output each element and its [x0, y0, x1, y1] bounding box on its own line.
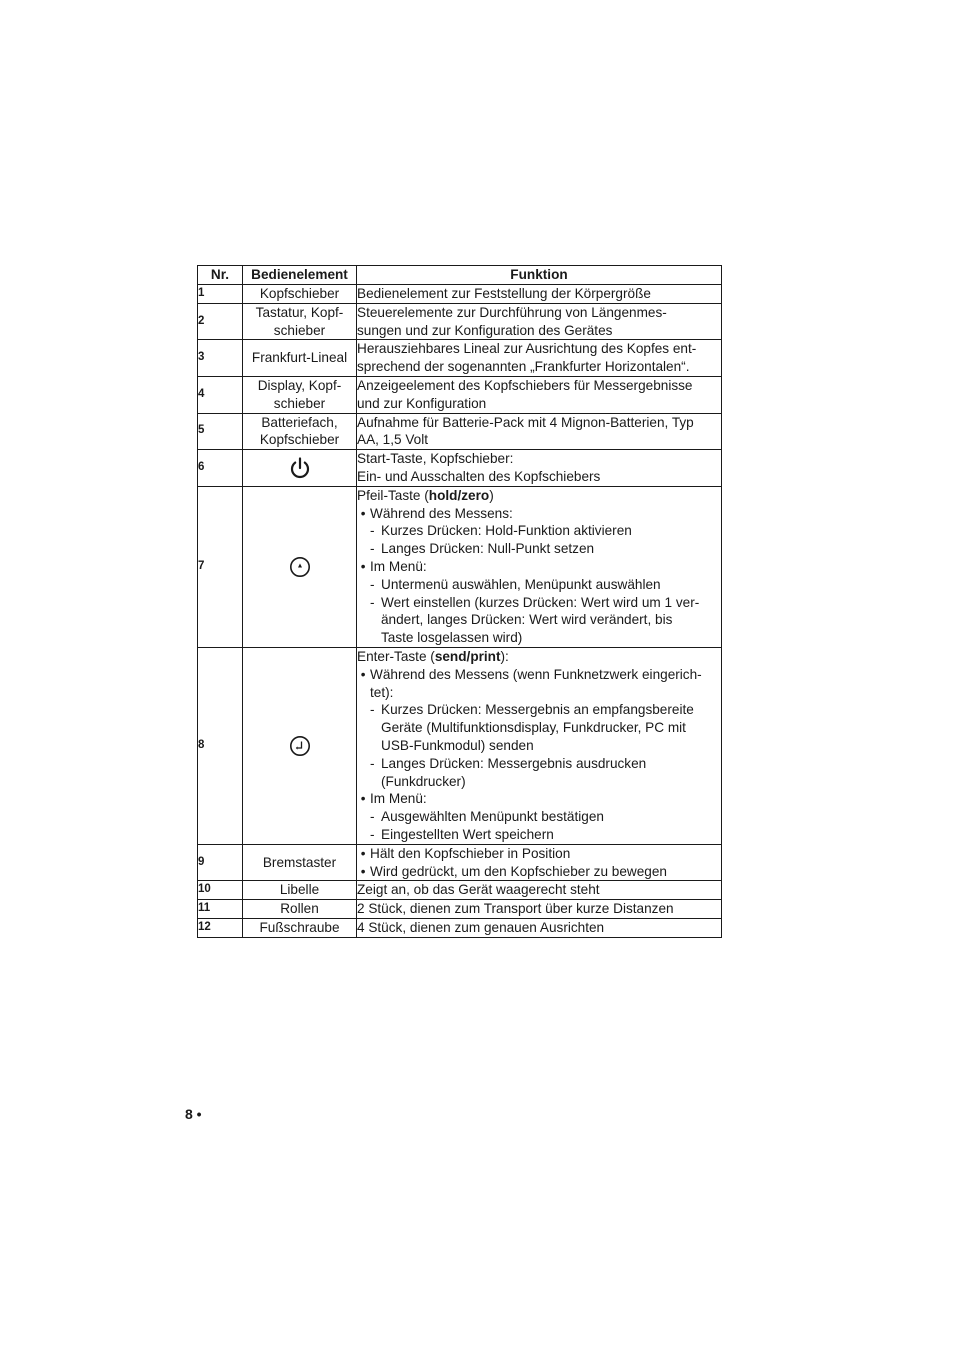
row-element	[243, 285, 357, 304]
row-element	[243, 413, 357, 450]
row-element	[243, 900, 357, 919]
header-nr: Nr.	[198, 266, 243, 285]
row-element	[243, 881, 357, 900]
table-header-row	[198, 266, 722, 285]
row-number: 5	[198, 413, 243, 450]
table-row	[198, 340, 722, 377]
row-element	[243, 303, 357, 340]
dash-text: Langes Drücken: Messergebnis ausdrucken	[381, 755, 647, 771]
table-row	[198, 450, 722, 487]
row-number: 6	[198, 450, 243, 487]
bullet-text: Hält den Kopfschieber in Position	[370, 845, 571, 861]
dash-text-continued: Taste losgelassen wird)	[381, 630, 523, 646]
row-function	[357, 303, 722, 340]
bullet-item: • Im Menü:	[357, 791, 427, 807]
element-text: schieber	[273, 395, 326, 411]
table-row	[198, 376, 722, 413]
title-bold-text: hold/zero	[428, 487, 490, 503]
function-text: Zeigt an, ob das Gerät waagerecht steht	[357, 882, 600, 898]
arrow-up-button-icon	[289, 556, 311, 578]
element-text: Tastatur, Kopf-	[255, 304, 344, 320]
function-text: und zur Konfiguration	[357, 395, 487, 411]
table-row	[198, 900, 722, 919]
dash-item: - Kurzes Drücken: Hold-Funktion aktivieren	[370, 523, 632, 539]
row-element	[243, 486, 357, 647]
controls-table	[197, 265, 722, 938]
row-number: 2	[198, 303, 243, 340]
row-number: 9	[198, 844, 243, 881]
function-text: Start-Taste, Kopfschieber:	[357, 451, 514, 467]
title-text: )	[489, 487, 494, 503]
dash-text: Kurzes Drücken: Hold-Funktion aktivieren	[381, 523, 632, 539]
function-text: Ein- und Ausschalten des Kopfschiebers	[357, 468, 601, 484]
function-text: sprechend der sogenannten „Frankfurter Horizontalen“.	[357, 359, 690, 375]
element-text: Libelle	[279, 882, 320, 898]
dash-item: - Langes Drücken: Null-Punkt setzen	[370, 541, 595, 557]
function-text: 4 Stück, dienen zum genauen Ausrichten	[357, 919, 605, 935]
row-function	[357, 450, 722, 487]
table-row	[198, 413, 722, 450]
dash-text: Ausgewählten Menüpunkt bestätigen	[381, 809, 604, 825]
function-text: Bedienelement zur Feststellung der Körpergröße	[357, 286, 651, 301]
table-row	[198, 647, 722, 844]
dash-text: Untermenü auswählen, Menüpunkt auswählen	[381, 576, 661, 592]
bullet-text: Im Menü:	[370, 791, 427, 807]
table-row	[198, 486, 722, 647]
header-element: Bedienelement	[243, 266, 357, 285]
power-icon	[289, 456, 311, 480]
function-title	[357, 487, 721, 505]
bullet-text: Im Menü:	[370, 558, 427, 574]
function-text: AA, 1,5 Volt	[357, 432, 429, 448]
row-function	[357, 900, 722, 919]
row-number: 8	[198, 647, 243, 844]
bullet-text: Während des Messens:	[370, 505, 513, 521]
bullet-text: Wird gedrückt, um den Kopfschieber zu bewegen	[370, 863, 667, 879]
row-function	[357, 844, 722, 881]
table-row	[198, 844, 722, 881]
row-function	[357, 486, 722, 647]
title-text: Pfeil-Taste (	[357, 487, 429, 503]
dash-text: Wert einstellen (kurzes Drücken: Wert wird um 1 ver-	[381, 594, 700, 610]
row-function	[357, 918, 722, 937]
enter-button-icon	[289, 735, 311, 757]
function-title	[357, 648, 721, 666]
dash-item: - Langes Drücken: Messergebnis ausdrucken	[370, 755, 647, 771]
dash-text-continued: (Funkdrucker)	[381, 773, 466, 789]
bullet-item: • Während des Messens:	[357, 505, 513, 521]
row-number: 12	[198, 918, 243, 937]
element-text: Kopfschieber	[259, 432, 340, 448]
row-function	[357, 376, 722, 413]
dash-text: Langes Drücken: Null-Punkt setzen	[381, 541, 595, 557]
element-text: Fußschraube	[259, 919, 340, 935]
function-text: 2 Stück, dienen zum Transport über kurze Distanzen	[357, 901, 674, 917]
row-function	[357, 881, 722, 900]
bullet-text: Während des Messens (wenn Funknetzwerk eingerich-	[370, 666, 702, 682]
element-text: Bremstaster	[262, 854, 337, 870]
header-function: Funktion	[357, 266, 722, 285]
bullet-item: • Wird gedrückt, um den Kopfschieber zu bewegen	[357, 863, 667, 879]
bullet-item: • Hält den Kopfschieber in Position	[357, 845, 571, 861]
row-number: 1	[198, 285, 243, 304]
table-row	[198, 918, 722, 937]
dash-text-continued: ändert, langes Drücken: Wert wird verändert, bis	[381, 612, 673, 628]
row-function	[357, 413, 722, 450]
row-number: 4	[198, 376, 243, 413]
row-element	[243, 340, 357, 377]
title-text: Enter-Taste (	[357, 648, 435, 664]
row-function	[357, 647, 722, 844]
row-function	[357, 285, 722, 304]
table-row	[198, 285, 722, 304]
element-text: Batteriefach,	[261, 414, 338, 430]
page-number: 8 •	[185, 1106, 202, 1122]
table-row	[198, 303, 722, 340]
function-text: Steuerelemente zur Durchführung von Längenmes-	[357, 304, 667, 320]
row-element	[243, 844, 357, 881]
row-element	[243, 918, 357, 937]
bullet-item: • Im Menü:	[357, 558, 427, 574]
table-row	[198, 881, 722, 900]
title-bold-text: send/print	[434, 648, 501, 664]
row-element	[243, 450, 357, 487]
dash-item: - Kurzes Drücken: Messergebnis an empfangsbereite	[370, 702, 694, 718]
dash-text: Eingestellten Wert speichern	[381, 826, 554, 842]
row-number: 10	[198, 881, 243, 900]
dash-text: Kurzes Drücken: Messergebnis an empfangsbereite	[381, 702, 694, 718]
dash-item: - Untermenü auswählen, Menüpunkt auswählen	[370, 576, 661, 592]
dash-text-continued: USB-Funkmodul) senden	[381, 737, 534, 753]
row-number: 11	[198, 900, 243, 919]
row-element	[243, 376, 357, 413]
function-text: Aufnahme für Batterie-Pack mit 4 Mignon-Batterien, Typ	[357, 414, 694, 430]
bullet-text-continued: tet):	[370, 684, 394, 700]
element-text: Rollen	[280, 901, 319, 917]
dash-item: - Ausgewählten Menüpunkt bestätigen	[370, 809, 604, 825]
element-text: Kopfschieber	[259, 286, 340, 301]
row-number: 7	[198, 486, 243, 647]
function-text: sungen und zur Konfiguration des Gerätes	[357, 322, 613, 338]
row-number: 3	[198, 340, 243, 377]
row-element	[243, 647, 357, 844]
function-text: Anzeigeelement des Kopfschiebers für Messergebnisse	[357, 377, 693, 393]
row-function	[357, 340, 722, 377]
function-text: Herausziehbares Lineal zur Ausrichtung des Kopfes ent-	[357, 341, 697, 357]
title-text: ):	[500, 648, 509, 664]
bullet-item: • Während des Messens (wenn Funknetzwerk eingerich-	[357, 666, 702, 682]
element-text: Frankfurt-Lineal	[251, 350, 348, 366]
dash-item: - Wert einstellen (kurzes Drücken: Wert wird um 1 ver-	[370, 594, 700, 610]
dash-item: - Eingestellten Wert speichern	[370, 826, 554, 842]
dash-text-continued: Geräte (Multifunktionsdisplay, Funkdrucker, PC mit	[381, 720, 686, 736]
element-text: Display, Kopf-	[257, 377, 342, 393]
element-text: schieber	[273, 322, 326, 338]
